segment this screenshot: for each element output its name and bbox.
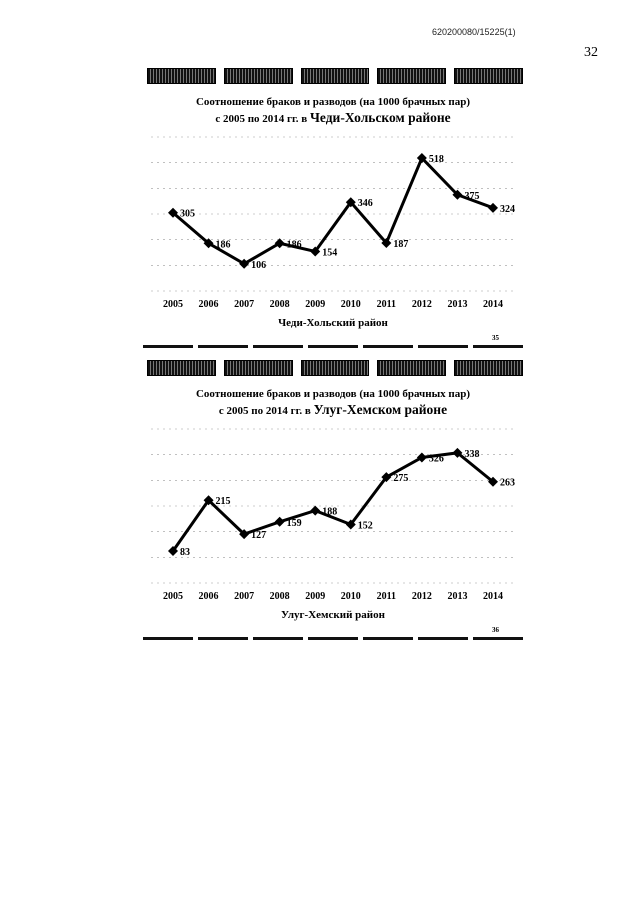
chart-subtitle-region: Чеди-Хольском районе xyxy=(310,110,451,125)
data-label: 518 xyxy=(428,154,444,166)
strip-segment xyxy=(473,637,523,640)
x-tick-label: 2007 xyxy=(234,591,255,602)
data-label: 154 xyxy=(322,247,338,259)
chart-title xyxy=(143,386,523,419)
x-axis-label: Чеди-Хольский район xyxy=(278,317,388,329)
x-tick-label: 2014 xyxy=(483,299,503,310)
data-label: 326 xyxy=(428,453,444,465)
strip-segment xyxy=(363,637,413,640)
x-tick-label: 2012 xyxy=(411,591,432,602)
line-chart xyxy=(143,129,523,299)
figure-number: 36 xyxy=(492,626,499,634)
chart-subtitle-prefix: с 2005 по 2014 гг. в xyxy=(218,405,311,417)
data-point-marker xyxy=(275,517,285,527)
chart-subtitle-line xyxy=(143,402,523,419)
x-tick-label: 2012 xyxy=(411,299,432,310)
page-number: 32 xyxy=(584,45,598,60)
strip-segment xyxy=(308,637,358,640)
chart-subtitle-line xyxy=(143,110,523,127)
strip-segment xyxy=(143,637,193,640)
strip-segment xyxy=(473,345,523,348)
data-label: 346 xyxy=(357,198,373,210)
chart-title-line: Соотношение браков и разводов (на 1000 брачных пар) xyxy=(195,96,471,108)
data-label: 83 xyxy=(180,547,190,559)
data-point-marker xyxy=(488,203,498,213)
strip-block xyxy=(147,360,216,376)
chart-subtitle-prefix: с 2005 по 2014 гг. в xyxy=(215,113,308,125)
strip-segment xyxy=(363,345,413,348)
footer-strip xyxy=(143,345,523,348)
chart-title xyxy=(143,94,523,127)
strip-block xyxy=(377,68,446,84)
strip-segment xyxy=(418,637,468,640)
x-tick-label: 2010 xyxy=(340,591,361,602)
x-tick-label: 2006 xyxy=(198,299,219,310)
x-tick-label: 2005 xyxy=(163,591,183,602)
data-point-marker xyxy=(310,506,320,516)
x-tick-label: 2011 xyxy=(376,299,397,310)
strip-segment xyxy=(143,345,193,348)
data-label: 188 xyxy=(322,506,338,518)
figure-number: 35 xyxy=(492,334,499,342)
strip-block xyxy=(301,360,370,376)
strip-segment xyxy=(253,345,303,348)
strip-block xyxy=(147,68,216,84)
strip-block xyxy=(224,68,293,84)
x-tick-label: 2010 xyxy=(340,299,361,310)
strip-segment xyxy=(198,637,248,640)
data-label: 375 xyxy=(464,190,480,202)
x-tick-label: 2008 xyxy=(269,591,290,602)
data-label: 275 xyxy=(393,473,409,485)
strip-segment xyxy=(308,345,358,348)
x-axis-tick-labels xyxy=(143,591,523,607)
data-label: 215 xyxy=(215,496,231,508)
chart-block-1 xyxy=(143,68,523,348)
x-tick-label: 2011 xyxy=(376,591,397,602)
x-tick-label: 2008 xyxy=(269,299,290,310)
x-tick-label: 2013 xyxy=(447,591,468,602)
strip-block xyxy=(454,360,523,376)
x-tick-label: 2014 xyxy=(483,591,503,602)
footer-strip xyxy=(143,637,523,640)
line-chart xyxy=(143,421,523,591)
strip-block xyxy=(454,68,523,84)
chart-title-line: Соотношение браков и разводов (на 1000 брачных пар) xyxy=(195,388,471,400)
data-label: 127 xyxy=(251,530,267,542)
x-tick-label: 2005 xyxy=(163,299,183,310)
header-strip xyxy=(147,68,523,84)
x-axis-label: Улуг-Хемский район xyxy=(281,609,385,621)
data-label: 324 xyxy=(500,203,515,215)
data-label: 263 xyxy=(500,477,515,489)
strip-block xyxy=(377,360,446,376)
data-label: 106 xyxy=(251,259,267,271)
data-label: 152 xyxy=(357,520,373,532)
data-label: 186 xyxy=(286,239,302,251)
chart-block-2 xyxy=(143,360,523,640)
x-tick-label: 2007 xyxy=(234,299,255,310)
strip-block xyxy=(224,360,293,376)
document-id: 620200080/15225(1) xyxy=(432,27,516,37)
data-label: 187 xyxy=(393,239,409,251)
data-label: 159 xyxy=(286,517,302,529)
x-tick-label: 2006 xyxy=(198,591,219,602)
data-label: 338 xyxy=(464,448,480,460)
strip-block xyxy=(301,68,370,84)
data-label: 305 xyxy=(180,208,195,220)
strip-segment xyxy=(198,345,248,348)
data-label: 186 xyxy=(215,239,231,251)
chart-subtitle-region: Улуг-Хемском районе xyxy=(313,402,448,417)
x-tick-label: 2013 xyxy=(447,299,468,310)
strip-segment xyxy=(418,345,468,348)
strip-segment xyxy=(253,637,303,640)
x-tick-label: 2009 xyxy=(305,591,326,602)
x-tick-label: 2009 xyxy=(305,299,326,310)
x-axis-tick-labels xyxy=(143,299,523,315)
header-strip xyxy=(147,360,523,376)
